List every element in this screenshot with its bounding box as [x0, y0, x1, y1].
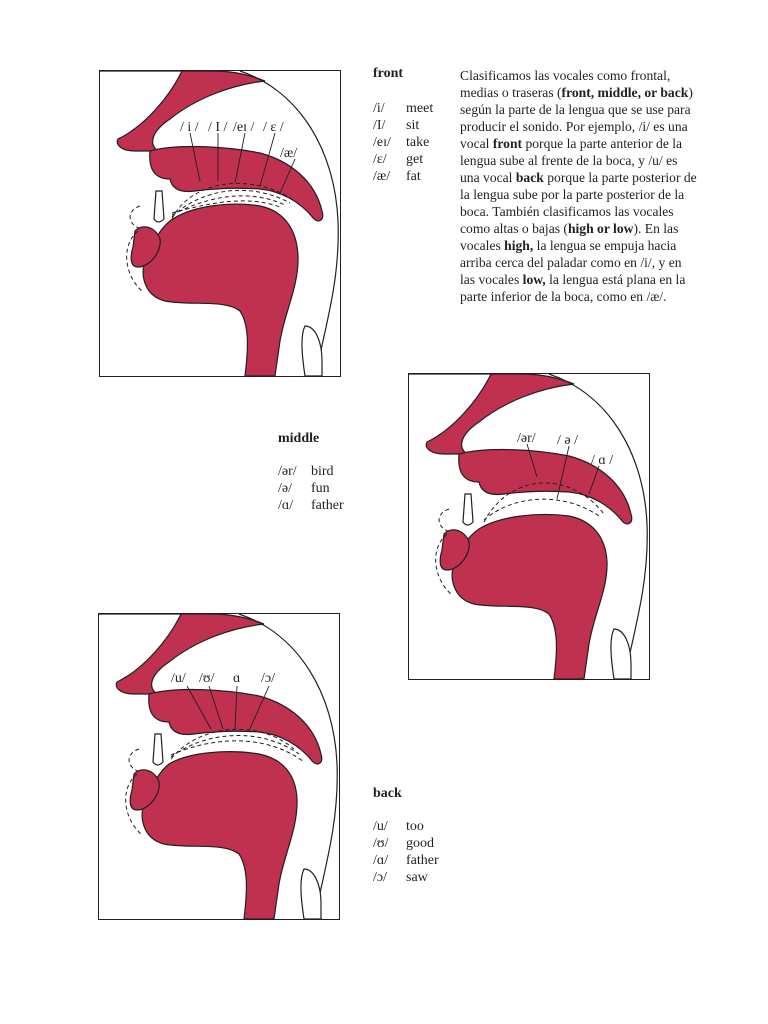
vocal-tract-svg	[409, 374, 649, 679]
vowel-symbol: /ɑ/	[373, 853, 389, 868]
example-word: fun	[311, 481, 330, 496]
paragraph-text: la lengua está plana en la	[545, 272, 686, 287]
diagram-label: / i /	[180, 120, 199, 135]
front-vowel-list	[373, 100, 433, 185]
paragraph-text: porque la parte anterior de la	[522, 136, 683, 151]
nose	[409, 374, 574, 454]
upper-tooth	[154, 191, 164, 222]
diagram-label: ɑ	[233, 671, 241, 686]
vocal-tract-svg	[99, 614, 339, 919]
bold-term: high,	[504, 238, 534, 253]
vowel-symbol: /ɛ/	[373, 152, 387, 167]
example-word: saw	[406, 870, 428, 885]
paragraph-text: las vocales	[460, 272, 523, 287]
vowel-row	[373, 835, 439, 852]
paragraph-text: como altas o bajas (	[460, 221, 568, 236]
tongue	[143, 204, 298, 376]
vowel-row	[278, 480, 344, 497]
front-heading: front	[373, 66, 404, 81]
bold-term: back	[515, 170, 544, 185]
vowel-symbol: /u/	[373, 819, 388, 834]
tongue	[142, 752, 297, 919]
vowel-row	[278, 463, 344, 480]
paragraph-text: arriba cerca del paladar como en /i/, y en	[460, 255, 682, 270]
vowel-row	[373, 869, 439, 886]
vowel-symbol: /ʊ/	[373, 836, 389, 851]
paragraph-text: vocal	[460, 136, 493, 151]
example-word: sit	[406, 118, 420, 133]
vowel-symbol: /ɔ/	[373, 870, 387, 885]
paragraph-text: parte inferior de la boca, como en /æ/.	[460, 289, 667, 304]
vowel-symbol: /eɪ/	[373, 135, 391, 150]
upper-tooth	[153, 734, 163, 765]
vowel-row	[373, 852, 439, 869]
vowel-row	[373, 100, 433, 117]
vowel-row	[278, 497, 344, 514]
example-word: get	[406, 152, 424, 167]
nose	[100, 71, 265, 151]
epiglottis	[611, 629, 631, 679]
paragraph-text: según la parte de la lengua que se use para	[460, 102, 691, 117]
diagram-label: /eɪ /	[233, 120, 255, 135]
vowel-symbol: /æ/	[373, 169, 391, 184]
diagram-label: / I /	[208, 120, 228, 135]
diagram-label: /ər/	[517, 431, 536, 446]
paragraph-text: ). En las	[633, 221, 679, 236]
vowel-symbol: /i/	[373, 101, 385, 116]
paragraph-text: boca. También clasificamos las vocales	[460, 204, 674, 219]
back-vowel-diagram	[98, 613, 340, 920]
back-vowel-list	[373, 818, 439, 886]
example-word: good	[406, 836, 434, 851]
vowel-symbol: /I/	[373, 118, 386, 133]
vowel-symbol: /ə/	[278, 481, 292, 496]
front-vowel-diagram	[99, 70, 341, 377]
diagram-label: /ɔ/	[261, 671, 275, 686]
diagram-label: /ʊ/	[199, 671, 215, 686]
vowel-row	[373, 134, 433, 151]
vowel-row	[373, 151, 433, 168]
middle-vowel-list	[278, 463, 344, 514]
paragraph-text: Clasificamos las vocales como frontal,	[460, 68, 671, 83]
upper-tooth	[463, 494, 473, 525]
paragraph-text: porque la parte posterior de	[543, 170, 697, 185]
paragraph-text: lengua sube al frente de la boca, y /u/ es	[460, 153, 678, 168]
tongue	[452, 515, 607, 679]
explanation-paragraph	[460, 67, 725, 305]
back-heading: back	[373, 786, 402, 801]
epiglottis	[301, 869, 321, 919]
paragraph-text: medias o traseras (	[460, 85, 562, 100]
vowel-row	[373, 818, 439, 835]
diagram-label: / ɑ /	[591, 453, 614, 468]
bold-term: front	[492, 136, 523, 151]
diagram-label: / ɛ /	[263, 120, 284, 135]
paragraph-text: vocales	[460, 238, 505, 253]
example-word: meet	[406, 101, 434, 116]
bold-term: low,	[522, 272, 546, 287]
bold-term: high or low	[567, 221, 634, 236]
vowel-row	[373, 168, 433, 185]
vowel-symbol: /ər/	[278, 464, 297, 479]
paragraph-text: )	[688, 85, 693, 100]
example-word: take	[406, 135, 430, 150]
example-word: father	[311, 498, 344, 513]
paragraph-text: producir el sonido. Por ejemplo, /i/ es una	[460, 119, 688, 134]
middle-heading: middle	[278, 431, 320, 446]
vowel-row	[373, 117, 433, 134]
diagram-label: / ə /	[557, 433, 578, 448]
example-word: too	[406, 819, 424, 834]
diagram-label: /æ/	[280, 146, 298, 161]
vowel-symbol: /ɑ/	[278, 498, 294, 513]
diagram-label: /u/	[171, 671, 186, 686]
example-word: father	[406, 853, 439, 868]
example-word: bird	[311, 464, 334, 479]
vocal-tract-svg	[100, 71, 340, 376]
paragraph-text: una vocal	[460, 170, 516, 185]
paragraph-text: la lengua sube por la parte posterior de la	[460, 187, 685, 202]
paragraph-text: la lengua se empuja hacia	[533, 238, 677, 253]
middle-vowel-diagram	[408, 373, 650, 680]
epiglottis	[302, 326, 322, 376]
example-word: fat	[406, 169, 421, 184]
bold-term: front, middle, or back	[561, 85, 689, 100]
